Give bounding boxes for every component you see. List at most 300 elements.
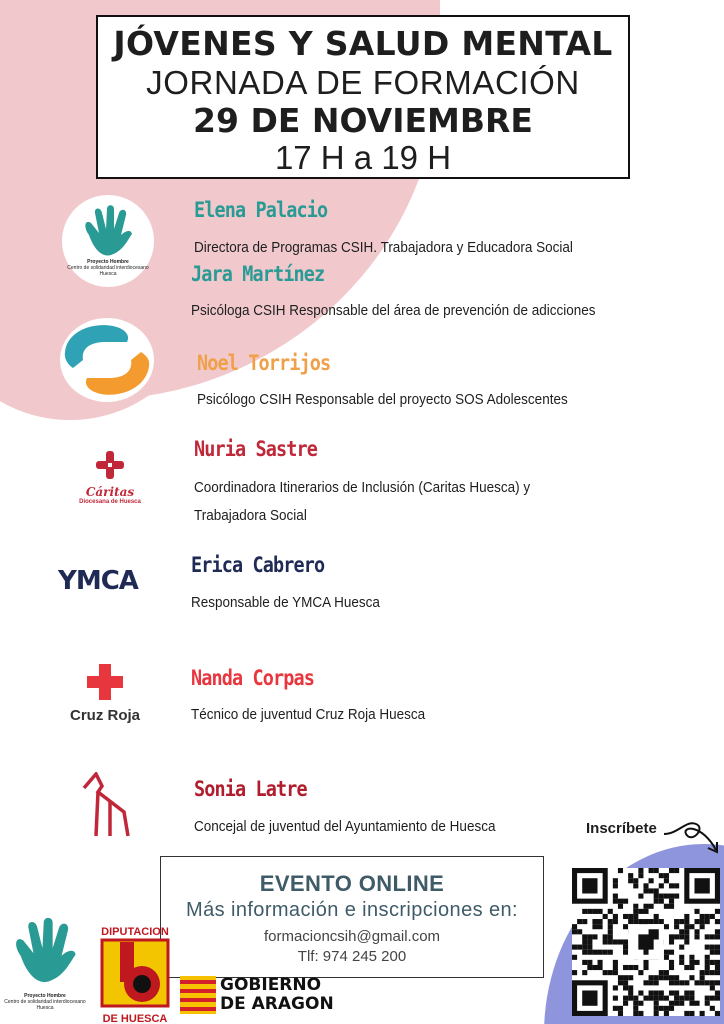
qr-module	[715, 970, 720, 975]
qr-module	[649, 878, 654, 883]
qr-module	[643, 965, 648, 970]
qr-module	[623, 1001, 628, 1006]
qr-module	[669, 899, 674, 904]
speaker-name: Jara Martínez	[191, 262, 325, 286]
proyecto-hombre-footer-logo	[4, 916, 86, 1011]
qr-module	[643, 909, 648, 914]
qr-module	[598, 960, 603, 965]
qr-module	[592, 909, 597, 914]
speaker-role: Psicóloga CSIH Responsable del área de prevención de adicciones	[191, 302, 596, 319]
qr-module	[715, 950, 720, 955]
qr-module	[715, 934, 720, 939]
speaker-role: Técnico de juventud Cruz Roja Huesca	[191, 706, 426, 723]
qr-module	[613, 939, 618, 944]
qr-module	[679, 945, 684, 950]
qr-module	[618, 1006, 623, 1011]
qr-module	[684, 1011, 689, 1016]
qr-module	[700, 914, 705, 919]
qr-module	[613, 914, 618, 919]
qr-module	[623, 975, 628, 980]
qr-module	[679, 955, 684, 960]
qr-module	[608, 919, 613, 924]
qr-module	[623, 950, 628, 955]
qr-module	[587, 950, 592, 955]
qr-module	[587, 934, 592, 939]
qr-module	[577, 919, 582, 924]
qr-module	[613, 965, 618, 970]
qr-module	[664, 873, 669, 878]
qr-module	[674, 1001, 679, 1006]
qr-module	[669, 960, 674, 965]
qr-module	[679, 929, 684, 934]
qr-module	[689, 960, 694, 965]
qr-module	[633, 1006, 638, 1011]
qr-module	[649, 888, 654, 893]
qr-module	[638, 919, 643, 924]
qr-module	[705, 960, 710, 965]
qr-module	[587, 939, 592, 944]
qr-module	[603, 950, 608, 955]
qr-module	[669, 883, 674, 888]
qr-finder	[582, 878, 597, 893]
qr-module	[623, 965, 628, 970]
qr-module	[613, 894, 618, 899]
qr-module	[623, 945, 628, 950]
qr-module	[643, 904, 648, 909]
qr-module	[623, 899, 628, 904]
proyecto-hombre-logo	[62, 195, 154, 287]
qr-module	[705, 1001, 710, 1006]
qr-module	[654, 919, 659, 924]
qr-module	[705, 914, 710, 919]
qr-module	[654, 899, 659, 904]
qr-module	[684, 990, 689, 995]
qr-module	[664, 955, 669, 960]
speaker-name: Nanda Corpas	[191, 666, 314, 690]
qr-module	[638, 873, 643, 878]
qr-module	[715, 960, 720, 965]
qr-module	[694, 909, 699, 914]
caritas-label: Cáritas	[85, 485, 135, 499]
qr-module	[664, 996, 669, 1001]
qr-module	[669, 1006, 674, 1011]
qr-module	[669, 868, 674, 873]
qr-module	[633, 914, 638, 919]
qr-module	[684, 980, 689, 985]
title-box	[96, 15, 630, 179]
qr-module	[710, 960, 715, 965]
qr-module	[684, 939, 689, 944]
qr-module	[674, 980, 679, 985]
qr-module	[664, 975, 669, 980]
qr-module	[618, 980, 623, 985]
qr-module	[669, 950, 674, 955]
qr-module	[577, 929, 582, 934]
qr-module	[694, 1001, 699, 1006]
qr-module	[582, 960, 587, 965]
hand-icon	[79, 205, 137, 259]
qr-module	[633, 1011, 638, 1016]
speaker-name: Noel Torrijos	[197, 351, 331, 375]
qr-module	[638, 1001, 643, 1006]
qr-module	[623, 985, 628, 990]
red-cross-icon	[87, 664, 123, 700]
qr-module	[608, 929, 613, 934]
qr-module	[710, 934, 715, 939]
qr-module	[618, 1011, 623, 1016]
gobierno-label: GOBIERNO	[220, 975, 322, 995]
qr-module	[608, 924, 613, 929]
qr-module	[572, 955, 577, 960]
qr-module	[689, 955, 694, 960]
qr-module	[587, 960, 592, 965]
qr-module	[669, 980, 674, 985]
qr-module	[705, 945, 710, 950]
qr-module	[715, 945, 720, 950]
qr-module	[679, 980, 684, 985]
qr-module	[664, 950, 669, 955]
qr-module	[649, 868, 654, 873]
qr-module	[613, 985, 618, 990]
cruz-roja-label: Cruz Roja	[69, 707, 140, 724]
qr-module	[638, 894, 643, 899]
qr-module	[633, 909, 638, 914]
event-date: 29 DE NOVIEMBRE	[193, 101, 533, 140]
qr-module	[654, 868, 659, 873]
qr-module	[674, 996, 679, 1001]
qr-module	[608, 950, 613, 955]
event-online-label: EVENTO ONLINE	[259, 871, 445, 896]
qr-module	[659, 883, 664, 888]
qr-module	[710, 914, 715, 919]
qr-module	[623, 924, 628, 929]
qr-module	[669, 934, 674, 939]
qr-module	[623, 996, 628, 1001]
event-email[interactable]: formacioncsih@gmail.com	[263, 928, 441, 945]
event-info-text: Más información e inscripciones en:	[186, 899, 518, 921]
qr-module	[674, 924, 679, 929]
qr-module	[710, 980, 715, 985]
qr-module	[643, 980, 648, 985]
qr-module	[684, 934, 689, 939]
qr-module	[643, 888, 648, 893]
qr-module	[582, 934, 587, 939]
qr-module	[694, 929, 699, 934]
qr-module	[587, 945, 592, 950]
qr-module	[705, 934, 710, 939]
qr-module	[618, 939, 623, 944]
qr-module	[715, 909, 720, 914]
qr-module	[613, 883, 618, 888]
qr-module	[618, 899, 623, 904]
qr-module	[643, 960, 648, 965]
qr-module	[592, 924, 597, 929]
qr-module	[603, 914, 608, 919]
qr-module	[628, 919, 633, 924]
qr-module	[638, 990, 643, 995]
qr-module	[598, 965, 603, 970]
qr-module	[654, 996, 659, 1001]
qr-module	[618, 904, 623, 909]
speaker-name: Sonia Latre	[194, 777, 307, 801]
qr-module	[715, 1011, 720, 1016]
qr-module	[623, 939, 628, 944]
qr-module	[654, 1006, 659, 1011]
qr-module	[577, 945, 582, 950]
qr-module	[649, 996, 654, 1001]
qr-module	[582, 919, 587, 924]
qr-module	[669, 904, 674, 909]
qr-module	[674, 934, 679, 939]
qr-module	[694, 960, 699, 965]
qr-module	[598, 924, 603, 929]
qr-module	[700, 924, 705, 929]
qr-module	[694, 934, 699, 939]
qr-code[interactable]	[572, 868, 720, 1016]
qr-module	[689, 996, 694, 1001]
qr-module	[592, 934, 597, 939]
qr-module	[633, 919, 638, 924]
qr-module	[582, 909, 587, 914]
qr-module	[643, 919, 648, 924]
qr-module	[705, 919, 710, 924]
qr-module	[649, 975, 654, 980]
qr-module	[628, 975, 633, 980]
diputacion-top-label: DIPUTACION	[101, 926, 169, 938]
qr-module	[669, 965, 674, 970]
diputacion-bottom-label: DE HUESCA	[102, 1013, 168, 1024]
qr-module	[659, 873, 664, 878]
qr-module	[674, 919, 679, 924]
qr-finder	[694, 878, 709, 893]
qr-module	[598, 919, 603, 924]
event-time: 17 H a 19 H	[274, 139, 452, 176]
qr-module	[623, 914, 628, 919]
qr-module	[664, 878, 669, 883]
qr-module	[689, 975, 694, 980]
qr-module	[654, 975, 659, 980]
qr-module	[654, 914, 659, 919]
qr-module	[674, 894, 679, 899]
qr-module	[679, 1001, 684, 1006]
qr-module	[582, 950, 587, 955]
qr-module	[715, 990, 720, 995]
qr-module	[694, 919, 699, 924]
qr-module	[654, 990, 659, 995]
speaker-role: Directora de Programas CSIH. Trabajadora y Educadora Social	[194, 239, 573, 256]
qr-module	[659, 990, 664, 995]
qr-module	[649, 904, 654, 909]
qr-module	[705, 970, 710, 975]
qr-module	[633, 965, 638, 970]
qr-module	[664, 970, 669, 975]
qr-module	[694, 980, 699, 985]
speaker-role: Responsable de YMCA Huesca	[191, 594, 380, 611]
qr-module	[628, 873, 633, 878]
qr-module	[582, 939, 587, 944]
qr-module	[659, 894, 664, 899]
qr-module	[659, 1006, 664, 1011]
qr-module	[608, 934, 613, 939]
qr-module	[715, 965, 720, 970]
qr-module	[674, 975, 679, 980]
qr-module	[664, 894, 669, 899]
diputacion-huesca-logo	[98, 926, 172, 1022]
speaker-role-continued: Trabajadora Social	[194, 507, 307, 524]
horse-icon	[80, 772, 134, 838]
proyecto-hombre-city: Huesca	[99, 271, 117, 277]
speaker-name: Elena Palacio	[194, 198, 328, 222]
qr-module	[684, 924, 689, 929]
qr-module	[705, 955, 710, 960]
qr-module	[638, 970, 643, 975]
qr-module	[700, 919, 705, 924]
qr-module	[689, 924, 694, 929]
qr-module	[659, 899, 664, 904]
qr-module	[613, 919, 618, 924]
proyecto-hombre-city: Huesca	[36, 1005, 54, 1011]
qr-module	[592, 950, 597, 955]
qr-module	[705, 980, 710, 985]
qr-module	[628, 878, 633, 883]
qr-module	[654, 888, 659, 893]
qr-module	[674, 990, 679, 995]
qr-module	[700, 975, 705, 980]
qr-module	[572, 929, 577, 934]
qr-module	[628, 985, 633, 990]
qr-module	[628, 996, 633, 1001]
qr-module	[572, 945, 577, 950]
qr-module	[715, 996, 720, 1001]
qr-module	[710, 945, 715, 950]
qr-module	[613, 1006, 618, 1011]
aragon-flag-icon	[180, 976, 216, 1014]
qr-module	[582, 970, 587, 975]
ymca-logo: YMCA	[58, 566, 138, 596]
helping-hands-icon	[61, 320, 153, 400]
event-subtitle: JORNADA DE FORMACIÓN	[146, 64, 580, 101]
qr-module	[710, 950, 715, 955]
qr-module	[689, 1001, 694, 1006]
caritas-cross-icon	[95, 450, 125, 480]
event-phone[interactable]: Tlf: 974 245 200	[297, 948, 407, 965]
qr-module	[705, 996, 710, 1001]
qr-module	[700, 970, 705, 975]
qr-module	[628, 990, 633, 995]
qr-module	[715, 929, 720, 934]
qr-module	[618, 868, 623, 873]
qr-module	[587, 965, 592, 970]
hand-icon	[8, 916, 82, 988]
qr-module	[669, 939, 674, 944]
qr-module	[684, 965, 689, 970]
qr-module	[664, 1006, 669, 1011]
qr-module	[638, 1011, 643, 1016]
qr-module	[628, 965, 633, 970]
qr-module	[649, 980, 654, 985]
qr-module	[710, 1006, 715, 1011]
qr-module	[715, 919, 720, 924]
qr-module	[710, 996, 715, 1001]
qr-module	[572, 924, 577, 929]
caritas-logo	[70, 450, 150, 505]
qr-module	[638, 868, 643, 873]
qr-module	[598, 909, 603, 914]
speaker-role: Coordinadora Itinerarios de Inclusión (Caritas Huesca) y	[194, 479, 531, 496]
caritas-sub: Diocesana de Huesca	[79, 499, 141, 505]
qr-module	[603, 939, 608, 944]
event-info-box	[160, 856, 544, 978]
qr-module	[679, 934, 684, 939]
qr-finder	[582, 990, 597, 1005]
proyecto-hombre-sub: Centro de solidaridad interdiocesano	[67, 265, 149, 271]
qr-module	[700, 1011, 705, 1016]
qr-module	[669, 894, 674, 899]
qr-module	[710, 970, 715, 975]
qr-module	[659, 975, 664, 980]
qr-module	[643, 883, 648, 888]
qr-module	[684, 914, 689, 919]
speaker-name: Erica Cabrero	[191, 553, 325, 577]
qr-module	[715, 980, 720, 985]
qr-module	[654, 1011, 659, 1016]
qr-module	[608, 970, 613, 975]
qr-module	[684, 919, 689, 924]
qr-module	[649, 990, 654, 995]
qr-module	[628, 914, 633, 919]
qr-module	[592, 965, 597, 970]
qr-module	[659, 996, 664, 1001]
qr-module	[613, 878, 618, 883]
qr-module	[674, 883, 679, 888]
qr-module	[633, 883, 638, 888]
aragon-label: DE ARAGON	[220, 994, 334, 1014]
qr-module	[674, 868, 679, 873]
event-title: JÓVENES Y SALUD MENTAL	[113, 24, 613, 63]
qr-module	[679, 960, 684, 965]
qr-module	[684, 929, 689, 934]
qr-module	[705, 965, 710, 970]
curved-arrow-icon	[662, 812, 722, 860]
qr-module	[582, 945, 587, 950]
speaker-role: Concejal de juventud del Ayuntamiento de Huesca	[194, 818, 496, 835]
speaker-name: Nuria Sastre	[194, 437, 317, 461]
qr-module	[664, 904, 669, 909]
gobierno-aragon-logo	[180, 976, 334, 1014]
qr-module	[669, 990, 674, 995]
qr-module	[603, 934, 608, 939]
qr-module	[684, 996, 689, 1001]
qr-module	[618, 975, 623, 980]
qr-module	[679, 996, 684, 1001]
proyecto-hombre-label: Proyecto Hombre	[24, 993, 66, 999]
qr-module	[592, 919, 597, 924]
qr-module	[689, 990, 694, 995]
qr-module	[689, 965, 694, 970]
qr-module	[613, 960, 618, 965]
qr-module	[654, 1001, 659, 1006]
qr-module	[638, 909, 643, 914]
qr-module	[633, 878, 638, 883]
qr-module	[654, 894, 659, 899]
proyecto-hombre-sub: Centro de solidaridad interdiocesano	[4, 999, 86, 1005]
qr-module	[700, 980, 705, 985]
cruz-roja-logo	[64, 664, 146, 724]
qr-module	[633, 996, 638, 1001]
qr-module	[587, 909, 592, 914]
sos-adolescentes-logo	[60, 318, 154, 402]
qr-module	[613, 970, 618, 975]
